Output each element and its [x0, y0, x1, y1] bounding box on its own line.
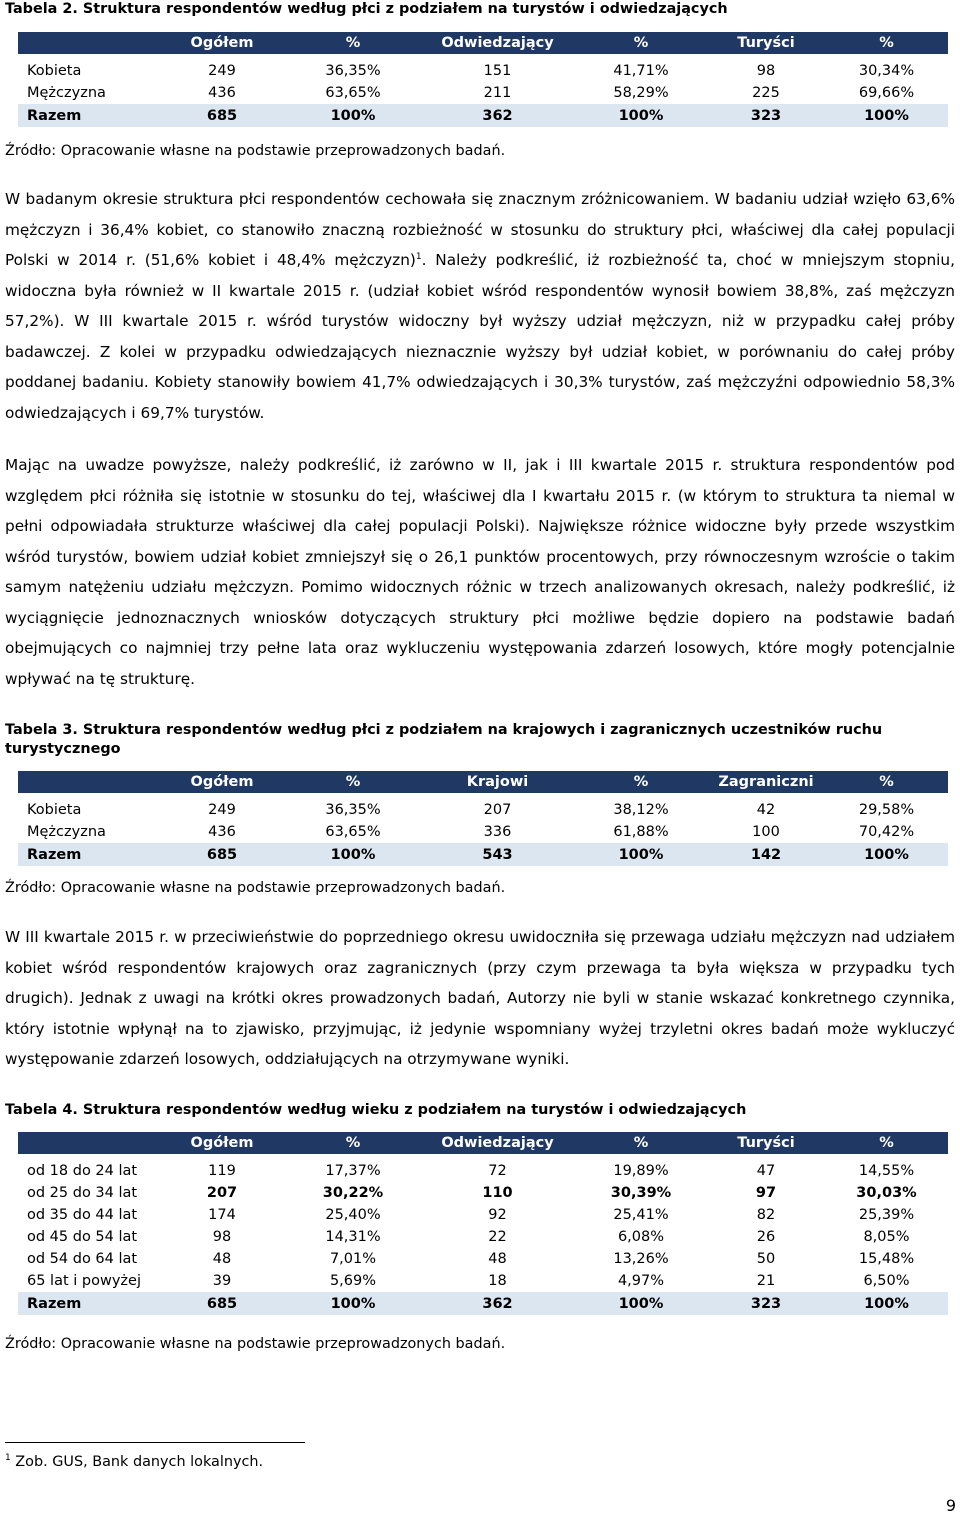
table-cell: 25,40%: [325, 1207, 381, 1223]
row-label: od 54 do 64 lat: [27, 1251, 138, 1267]
table-cell: 48: [488, 1251, 507, 1267]
row-label: Razem: [18, 843, 158, 866]
table4-caption-text: Struktura respondentów według wieku z podziałem na turystów i odwiedzających: [77, 1102, 747, 1118]
table-cell: 26: [756, 1229, 776, 1245]
table-cell: 48: [212, 1251, 232, 1267]
table-cell: 119: [208, 1163, 236, 1179]
table3-header-cell: %: [286, 771, 420, 793]
table-cell: 58,29%: [613, 85, 669, 101]
table3-header-cell: Krajowi: [420, 771, 575, 793]
table-cell: 19,89%: [613, 1163, 669, 1179]
row-label: od 45 do 54 lat: [27, 1229, 138, 1245]
table2-header-cell: Ogółem: [158, 32, 286, 54]
paragraph-2-text: Mając na uwadze powyższe, należy podkreślić, iż zarówno w II, jak i III kwartale 2015 r. struktura respondentów pod względem płci różniła się istotnie w stosunku do tej, właściwej dla I kwartału 2015 r. (w którym to struktura ta niemal w pełni odpowiadała strukturze właściwej dla całej populacji Polski). Największe różnice widoczne były przede wszystkim wśród turystów, bowiem udział kobiet zmniejszył się o 26,1 punktów procentowych, przy równoczesnym wzroście o takim samym natężeniu udziału mężczyzn. Pomimo widocznych różnic w trzech analizowanych okresach, należy podkreślić, iż wyciągnięcie jednoznacznych wniosków dotyczących struktury płci możliwe będzie dopiero na podstawie badań obejmujących co najmniej trzy pełne lata oraz wykluczeniu występowania zdarzeń losowych, które mogły potencjalnie wpływać na tę strukturę.: [5, 456, 955, 688]
table-total-row: [18, 1292, 948, 1315]
table4-header-cell: %: [286, 1132, 420, 1154]
table4-caption-label: Tabela 4.: [5, 1102, 78, 1118]
table-cell: 110: [482, 1185, 513, 1201]
table-cell: 14,31%: [325, 1229, 381, 1245]
table-row: [18, 1248, 948, 1270]
table-cell: 25,39%: [858, 1207, 915, 1223]
table-cell: 100%: [575, 104, 707, 127]
table4-header-cell: Ogółem: [158, 1132, 286, 1154]
table-cell: 436: [208, 824, 236, 840]
paragraph-2: [5, 450, 955, 694]
table-cell: 21: [756, 1273, 776, 1289]
table2-header-cell: [18, 32, 158, 54]
table3: [18, 771, 948, 866]
table4-header-row: [18, 1132, 948, 1154]
table-row: [18, 1204, 948, 1226]
table-cell: 8,05%: [863, 1229, 910, 1245]
table3-source: Źródło: Opracowanie własne na podstawie przeprowadzonych badań.: [5, 880, 506, 896]
table-cell: 336: [483, 824, 512, 840]
row-label: od 18 do 24 lat: [27, 1163, 138, 1179]
table-cell: 18: [488, 1273, 507, 1289]
table4-header-cell: Turyści: [707, 1132, 825, 1154]
table3-header-cell: [18, 771, 158, 793]
footnote-ref: 1: [415, 251, 422, 262]
table-cell: 207: [206, 1185, 238, 1201]
table-cell: 25,41%: [613, 1207, 669, 1223]
table-cell: 82: [756, 1207, 776, 1223]
table-cell: 30,34%: [858, 63, 915, 79]
table3-caption-label: Tabela 3.: [5, 722, 78, 738]
table4-header-cell: %: [825, 1132, 948, 1154]
footnote-text: Zob. GUS, Bank danych lokalnych.: [10, 1454, 264, 1470]
row-label: Kobieta: [27, 63, 82, 79]
table3-header-cell: %: [575, 771, 707, 793]
table-cell: 151: [483, 63, 512, 79]
table-cell: 17,37%: [325, 1163, 381, 1179]
table-cell: 72: [488, 1163, 507, 1179]
paragraph-3: [5, 922, 955, 1075]
table-cell: 30,03%: [856, 1185, 917, 1201]
table-cell: 685: [158, 104, 286, 127]
table3-header-cell: Ogółem: [158, 771, 286, 793]
table-cell: 14,55%: [858, 1163, 915, 1179]
table-row: [18, 821, 948, 843]
table-row: [18, 1160, 948, 1182]
row-label: Kobieta: [27, 802, 82, 818]
row-label: Razem: [18, 1292, 158, 1315]
table-cell: 70,42%: [858, 824, 915, 840]
table-total-row: [18, 843, 948, 866]
table2-header-row: [18, 32, 948, 54]
table-cell: 100%: [286, 843, 420, 866]
table3-header-cell: %: [825, 771, 948, 793]
paragraph-3-text: W III kwartale 2015 r. w przeciwieństwie do poprzedniego okresu uwidoczniła się przewaga udziału mężczyzn nad udziałem kobiet wśród respondentów krajowych oraz zagranicznych (przy czym przewaga ta była większa w przypadku tych drugich). Jednak z uwagi na krótki okres prowadzonych badań, Autorzy nie byli w stanie wskazać konkretnego czynnika, który istotnie wpłynął na to zjawisko, przyjmując, iż jedynie wspomniany wyżej trzyletni okres badań może wykluczyć występowanie zdarzeń losowych, oddziałujących na otrzymywane wyniki.: [5, 928, 955, 1068]
table-cell: 225: [752, 85, 780, 101]
row-label: 65 lat i powyżej: [27, 1273, 141, 1289]
table2-caption-label: Tabela 2.: [5, 1, 78, 17]
table-cell: 36,35%: [325, 63, 381, 79]
table-cell: 4,97%: [617, 1273, 665, 1289]
table4-caption: [5, 1101, 955, 1120]
table-cell: 362: [420, 104, 575, 127]
table4: [18, 1132, 948, 1315]
table-cell: 6,08%: [617, 1229, 665, 1245]
table-cell: 100%: [286, 1292, 420, 1315]
table-cell: 100%: [575, 1292, 707, 1315]
table-total-row: [18, 104, 948, 127]
table2-header-cell: %: [575, 32, 707, 54]
footnote: [5, 1454, 263, 1470]
table-cell: 98: [756, 63, 776, 79]
table4-header-cell: Odwiedzający: [420, 1132, 575, 1154]
table-row: [18, 60, 948, 82]
paragraph-1: [5, 184, 955, 428]
table-cell: 97: [755, 1185, 777, 1201]
table-cell: 47: [756, 1163, 776, 1179]
table-cell: 92: [488, 1207, 507, 1223]
row-label: od 35 do 44 lat: [27, 1207, 138, 1223]
table-cell: 685: [158, 843, 286, 866]
table-cell: 100: [752, 824, 780, 840]
table-cell: 6,50%: [863, 1273, 910, 1289]
row-label: Mężczyzna: [27, 824, 106, 840]
table2-source: Źródło: Opracowanie własne na podstawie przeprowadzonych badań.: [5, 143, 506, 159]
table-cell: 100%: [825, 104, 948, 127]
row-label: od 25 do 34 lat: [27, 1185, 138, 1201]
table-cell: 42: [756, 802, 776, 818]
table-cell: 685: [158, 1292, 286, 1315]
table-cell: 211: [483, 85, 512, 101]
table-cell: 30,39%: [610, 1185, 672, 1201]
table-cell: 100%: [825, 843, 948, 866]
table-cell: 543: [420, 843, 575, 866]
table-cell: 15,48%: [858, 1251, 915, 1267]
table2-header-cell: %: [825, 32, 948, 54]
table-cell: 50: [756, 1251, 776, 1267]
table2-caption: [5, 0, 955, 19]
table-cell: 362: [420, 1292, 575, 1315]
table4-header-cell: [18, 1132, 158, 1154]
paragraph-1-text-a: W badanym okresie struktura płci respondentów cechowała się znacznym zróżnicowaniem. W badaniu udział wzięło 63,6% mężczyzn i 36,4% kobiet, co stanowiło znaczną rozbieżność w stosunku do struktury płci, właściwej dla całej populacji Polski w 2014 r. (51,6% kobiet i 48,4% mężczyzn): [5, 190, 955, 269]
table-cell: 249: [208, 63, 236, 79]
table2-caption-text: Struktura respondentów według płci z podziałem na turystów i odwiedzających: [77, 1, 728, 17]
table-cell: 142: [707, 843, 825, 866]
table-cell: 61,88%: [613, 824, 669, 840]
table-cell: 207: [483, 802, 512, 818]
footnote-mark: 1: [5, 1453, 11, 1464]
table-cell: 22: [488, 1229, 507, 1245]
table3-header-cell: Zagraniczni: [707, 771, 825, 793]
table3-header-row: [18, 771, 948, 793]
table-row: [18, 1182, 948, 1204]
table4-source: Źródło: Opracowanie własne na podstawie przeprowadzonych badań.: [5, 1336, 506, 1352]
table-cell: 39: [212, 1273, 232, 1289]
table3-caption: [5, 721, 955, 759]
table-cell: 13,26%: [613, 1251, 669, 1267]
page-number: 9: [945, 1496, 956, 1515]
table-cell: 323: [707, 1292, 825, 1315]
table-cell: 36,35%: [325, 802, 381, 818]
table2-header-cell: Turyści: [707, 32, 825, 54]
row-label: Razem: [18, 104, 158, 127]
table-row: [18, 82, 948, 104]
table4-header-cell: %: [575, 1132, 707, 1154]
row-label: Mężczyzna: [27, 85, 106, 101]
table2-header-cell: %: [286, 32, 420, 54]
table2: [18, 32, 948, 127]
table-cell: 5,69%: [329, 1273, 377, 1289]
table-cell: 98: [212, 1229, 232, 1245]
table3-caption-text: Struktura respondentów według płci z podziałem na krajowych i zagranicznych uczestników ruchu turystycznego: [5, 722, 883, 757]
table-row: [18, 1270, 948, 1292]
table-cell: 63,65%: [325, 85, 381, 101]
table-cell: 100%: [286, 104, 420, 127]
table-row: [18, 799, 948, 821]
table-cell: 29,58%: [858, 802, 915, 818]
table-cell: 69,66%: [858, 85, 915, 101]
table-row: [18, 1226, 948, 1248]
table-cell: 100%: [575, 843, 707, 866]
table-cell: 436: [208, 85, 236, 101]
paragraph-1-text-b: . Należy podkreślić, iż rozbieżność ta, choć w mniejszym stopniu, widoczna była również w II kwartale 2015 r. (udział kobiet wśród respondentów wynosił bowiem 38,8%, zaś mężczyzn 57,2%). W III kwartale 2015 r. wśród turystów widoczny był wyższy udział mężczyzn, niż w przypadku całej próby badawczej. Z kolei w przypadku odwiedzających nieznacznie wyższy był udział kobiet, w porównaniu do całej próby poddanej badaniu. Kobiety stanowiły bowiem 41,7% odwiedzających i 30,3% turystów, zaś mężczyźni odpowiednio 58,3% odwiedzających i 69,7% turystów.: [5, 251, 955, 422]
table-cell: 7,01%: [329, 1251, 377, 1267]
table-cell: 249: [208, 802, 236, 818]
table2-header-cell: Odwiedzający: [420, 32, 575, 54]
footnote-separator: [5, 1442, 305, 1443]
table-cell: 100%: [825, 1292, 948, 1315]
table-cell: 38,12%: [613, 802, 669, 818]
table-cell: 41,71%: [613, 63, 669, 79]
table-cell: 174: [208, 1207, 236, 1223]
table-cell: 30,22%: [322, 1185, 384, 1201]
table-cell: 323: [707, 104, 825, 127]
table-cell: 63,65%: [325, 824, 381, 840]
